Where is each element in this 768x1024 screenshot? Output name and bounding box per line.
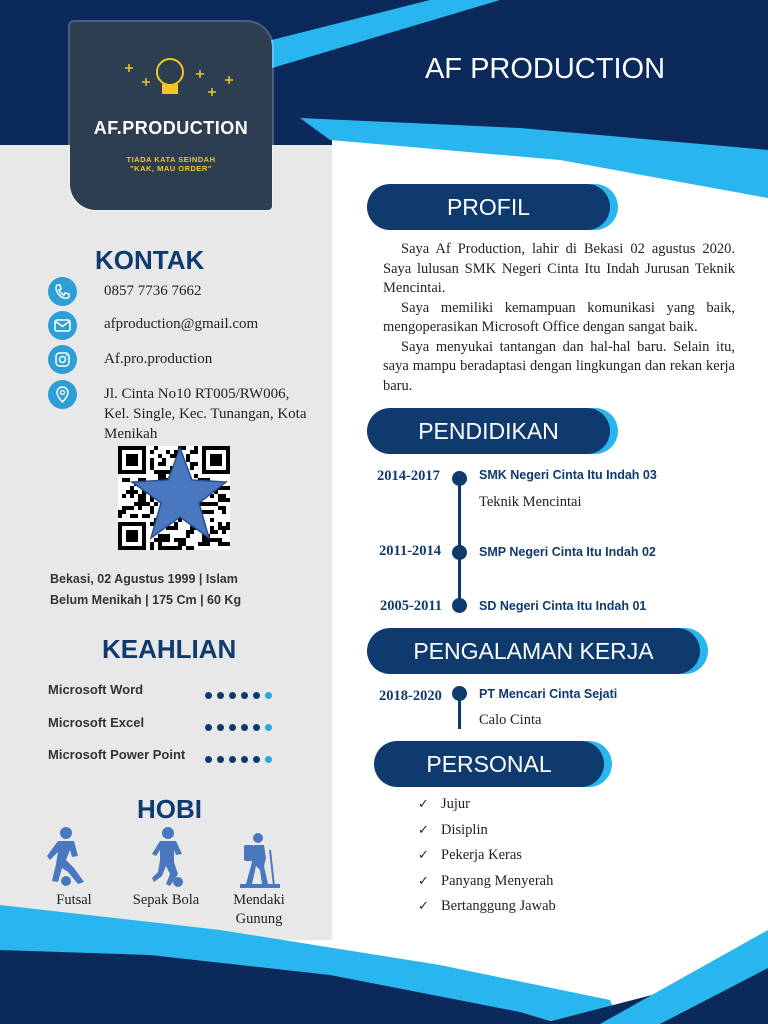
- profile-heading: PROFIL: [367, 184, 610, 230]
- experience-years: 2018-2020: [379, 688, 442, 704]
- education-timeline-line: [458, 478, 461, 606]
- hobby-label: Futsal: [56, 892, 92, 908]
- experience-role: Calo Cinta: [479, 712, 542, 728]
- skill-dot-filled: [241, 724, 248, 731]
- personal-heading: PERSONAL: [374, 741, 604, 787]
- profile-text: [383, 240, 735, 396]
- logo-tagline: "KAK, MAU ORDER": [130, 164, 212, 173]
- personal-trait: Panyang Menyerah: [441, 873, 554, 889]
- education-school: SMK Negeri Cinta Itu Indah 03: [479, 468, 657, 482]
- skill-rating: [205, 692, 272, 699]
- profile-paragraph: Saya menyukai tantangan dan hal-hal baru. Selain itu, saya mampu beradaptasi dengan lingkungan dan rekan kerja baru.: [383, 338, 735, 394]
- soccer-player-icon: [148, 826, 188, 888]
- skill-dot-empty: [265, 756, 272, 763]
- skill-dot-filled: [217, 724, 224, 731]
- logo-tagline: TIADA KATA SEINDAH: [126, 155, 216, 164]
- phone-number: 0857 7736 7662: [104, 283, 202, 299]
- hobby-label: Gunung: [235, 911, 283, 927]
- skill-rating: [205, 756, 272, 763]
- hobby-label: Mendaki: [233, 892, 285, 908]
- personal-info-line: Belum Menikah | 175 Cm | 60 Kg: [50, 593, 242, 607]
- check-icon: ✓: [418, 898, 429, 913]
- email-address: afproduction@gmail.com: [104, 316, 259, 332]
- location-pin-icon: [48, 380, 77, 409]
- education-major: Teknik Mencintai: [479, 494, 582, 510]
- hobbies-heading: HOBI: [137, 794, 202, 824]
- instagram-handle: Af.pro.production: [104, 351, 213, 367]
- instagram-icon: [48, 345, 77, 374]
- phone-icon: [48, 277, 77, 306]
- skill-dot-filled: [205, 756, 212, 763]
- address: Kel. Single, Kec. Tunangan, Kota: [104, 406, 307, 422]
- timeline-dot: [452, 471, 467, 486]
- skill-dot-filled: [217, 756, 224, 763]
- experience-company: PT Mencari Cinta Sejati: [479, 687, 618, 701]
- check-icon: ✓: [418, 796, 429, 811]
- timeline-dot: [452, 545, 467, 560]
- skill-label: Microsoft Word: [48, 682, 144, 697]
- profile-paragraph: Saya Af Production, lahir di Bekasi 02 agustus 2020. Saya lulusan SMK Negeri Cinta Itu Indah Jurusan Teknik Mencintai.: [383, 241, 735, 296]
- education-years: 2011-2014: [379, 543, 442, 559]
- logo-title: AF.PRODUCTION: [93, 118, 249, 138]
- personal-trait: Pekerja Keras: [441, 847, 522, 863]
- contact-heading: KONTAK: [95, 245, 205, 275]
- skill-dot-filled: [253, 756, 260, 763]
- address: Jl. Cinta No10 RT005/RW006,: [104, 386, 290, 402]
- futsal-player-icon: [44, 826, 100, 888]
- check-icon: ✓: [418, 847, 429, 862]
- skill-dot-filled: [241, 756, 248, 763]
- timeline-dot: [452, 598, 467, 613]
- experience-heading: PENGALAMAN KERJA: [367, 628, 700, 674]
- skill-dot-filled: [229, 756, 236, 763]
- personal-trait: Bertanggung Jawab: [441, 898, 556, 914]
- hiker-icon: [240, 832, 280, 888]
- skill-dot-filled: [241, 692, 248, 699]
- education-school: SMP Negeri Cinta Itu Indah 02: [479, 545, 656, 559]
- page-title: AF PRODUCTION: [424, 53, 666, 85]
- timeline-dot: [452, 686, 467, 701]
- check-icon: ✓: [418, 873, 429, 888]
- education-years: 2014-2017: [377, 468, 440, 484]
- skill-rating: [205, 724, 272, 731]
- profile-paragraph: Saya memiliki kemampuan komunikasi yang baik, mengoperasikan Microsoft Office dengan sangat baik.: [383, 299, 735, 335]
- skill-dot-filled: [205, 692, 212, 699]
- address: Menikah: [104, 426, 158, 442]
- company-logo: [70, 22, 272, 210]
- personal-trait: Jujur: [441, 796, 470, 812]
- skill-dot-filled: [229, 692, 236, 699]
- skills-heading: KEAHLIAN: [102, 634, 237, 664]
- hobby-label: Sepak Bola: [132, 892, 200, 908]
- personal-trait: Disiplin: [441, 822, 488, 838]
- skill-dot-filled: [253, 724, 260, 731]
- skill-dot-empty: [265, 692, 272, 699]
- skill-dot-filled: [217, 692, 224, 699]
- skill-dot-empty: [265, 724, 272, 731]
- education-years: 2005-2011: [380, 598, 443, 614]
- personal-info-line: Bekasi, 02 Agustus 1999 | Islam: [50, 572, 238, 586]
- skill-dot-filled: [205, 724, 212, 731]
- check-icon: ✓: [418, 822, 429, 837]
- qr-code: [118, 446, 230, 550]
- skill-label: Microsoft Power Point: [48, 747, 186, 762]
- skill-dot-filled: [229, 724, 236, 731]
- education-heading: PENDIDIKAN: [367, 408, 610, 454]
- education-school: SD Negeri Cinta Itu Indah 01: [479, 599, 647, 613]
- lightbulb-icon: [70, 22, 272, 122]
- skill-label: Microsoft Excel: [48, 715, 145, 730]
- skill-dot-filled: [253, 692, 260, 699]
- mail-icon: [48, 311, 77, 340]
